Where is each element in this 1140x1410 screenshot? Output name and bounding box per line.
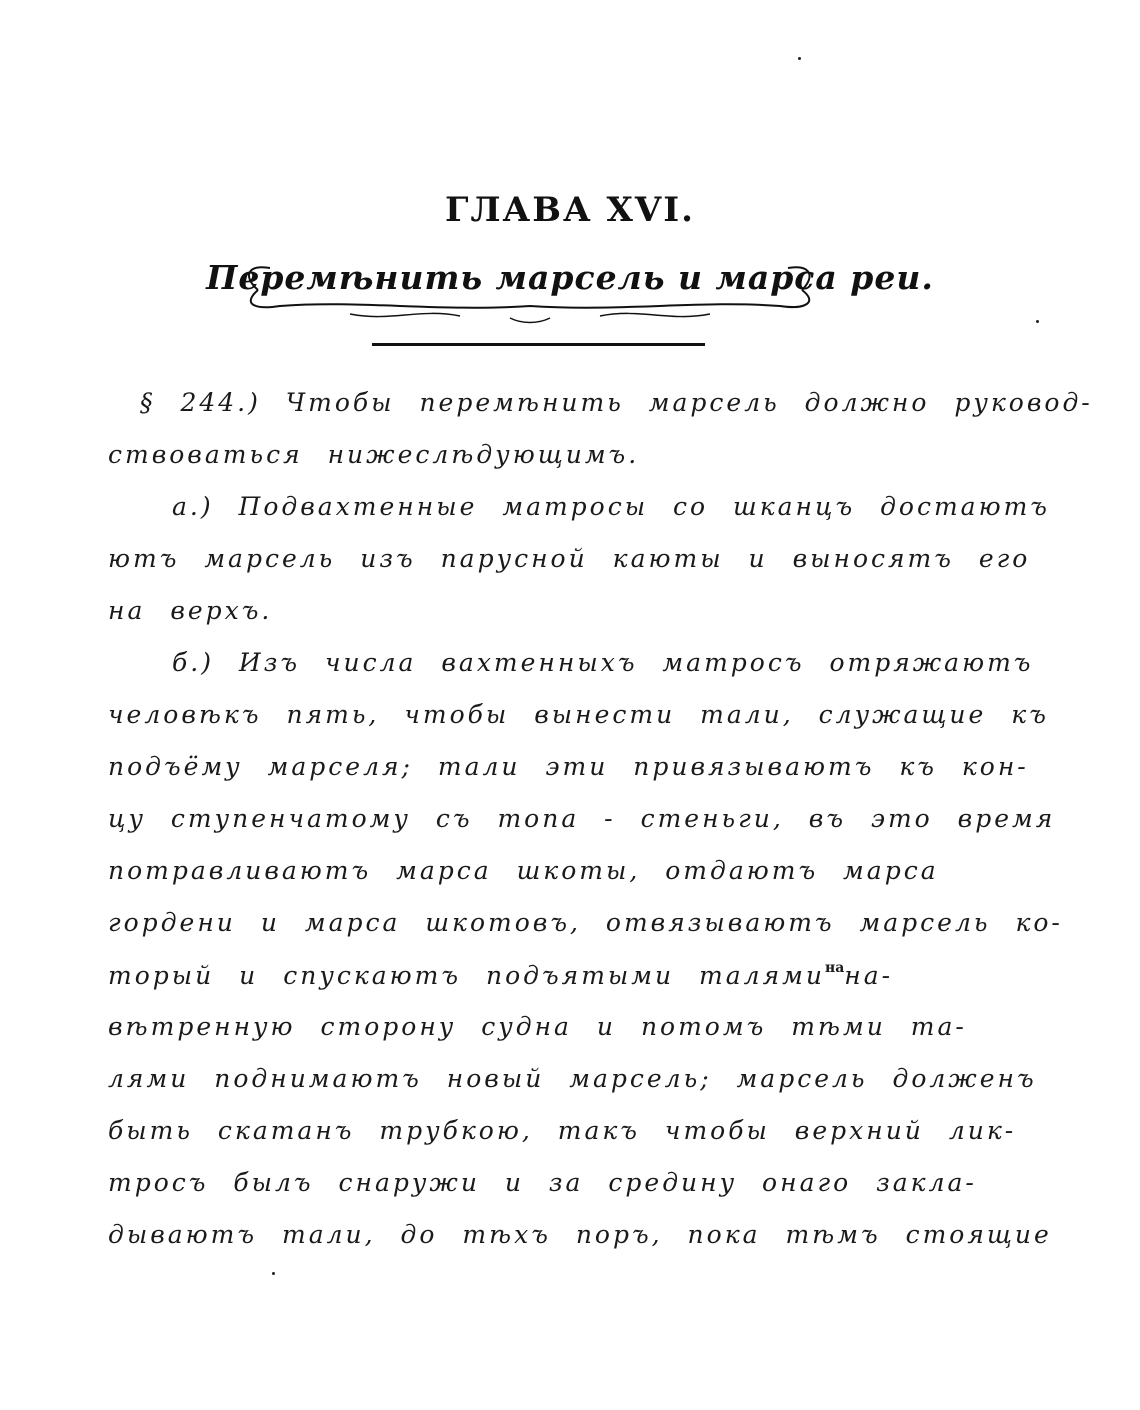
ink-speck (272, 1272, 275, 1275)
text-line: лями поднимаютъ новый марсель; марсель долженъ (108, 1064, 1037, 1093)
text-line: вѣтренную сторону судна и потомъ тѣми та- (108, 1012, 967, 1041)
ink-speck (798, 57, 801, 60)
text-line: цу ступенчатому съ топа - стеньги, въ это время (108, 804, 1056, 833)
text-line: человѣкъ пять, чтобы вынести тали, служащие къ (108, 700, 1049, 729)
title-divider (372, 343, 705, 346)
text-line: подъёму марселя; тали эти привязываютъ къ кон- (108, 752, 1029, 781)
text-line: гордени и марса шкотовъ, отвязываютъ марсель ко- (108, 908, 1063, 937)
text-line: ютъ марсель изъ парусной каюты и выносятъ его (108, 544, 1031, 573)
text-line: а.) Подвахтенные матросы со шканцъ достаютъ (172, 492, 1050, 521)
text-line: быть скатанъ трубкою, такъ чтобы верхний лик- (108, 1116, 1017, 1145)
text-line (108, 960, 893, 990)
text-line: дываютъ тали, до тѣхъ поръ, пока тѣмъ стоящие (108, 1220, 1052, 1249)
text-line: потравливаютъ марса шкоты, отдаютъ марса (108, 856, 939, 885)
chapter-subtitle: Перемѣнить марсель и марса реи. (206, 258, 934, 297)
ink-speck (1036, 320, 1039, 323)
text-line: на верхъ. (108, 596, 273, 625)
text-line: б.) Изъ числа вахтенныхъ матросъ отряжаютъ (172, 648, 1034, 677)
text-line: § 244.) Чтобы перемѣнить марсель должно руковод- (140, 388, 1093, 417)
text-line: тросъ былъ снаружи и за средину онаго закла- (108, 1168, 977, 1197)
inserted-word-superscript: на (824, 960, 845, 976)
text-line-main: торый и спускаютъ подъятыми талями (108, 961, 825, 990)
chapter-title: ГЛАВА XVI. (445, 190, 695, 230)
text-line-tail: на- (844, 961, 894, 990)
text-line: ствоваться нижеслѣдующимъ. (108, 440, 640, 469)
